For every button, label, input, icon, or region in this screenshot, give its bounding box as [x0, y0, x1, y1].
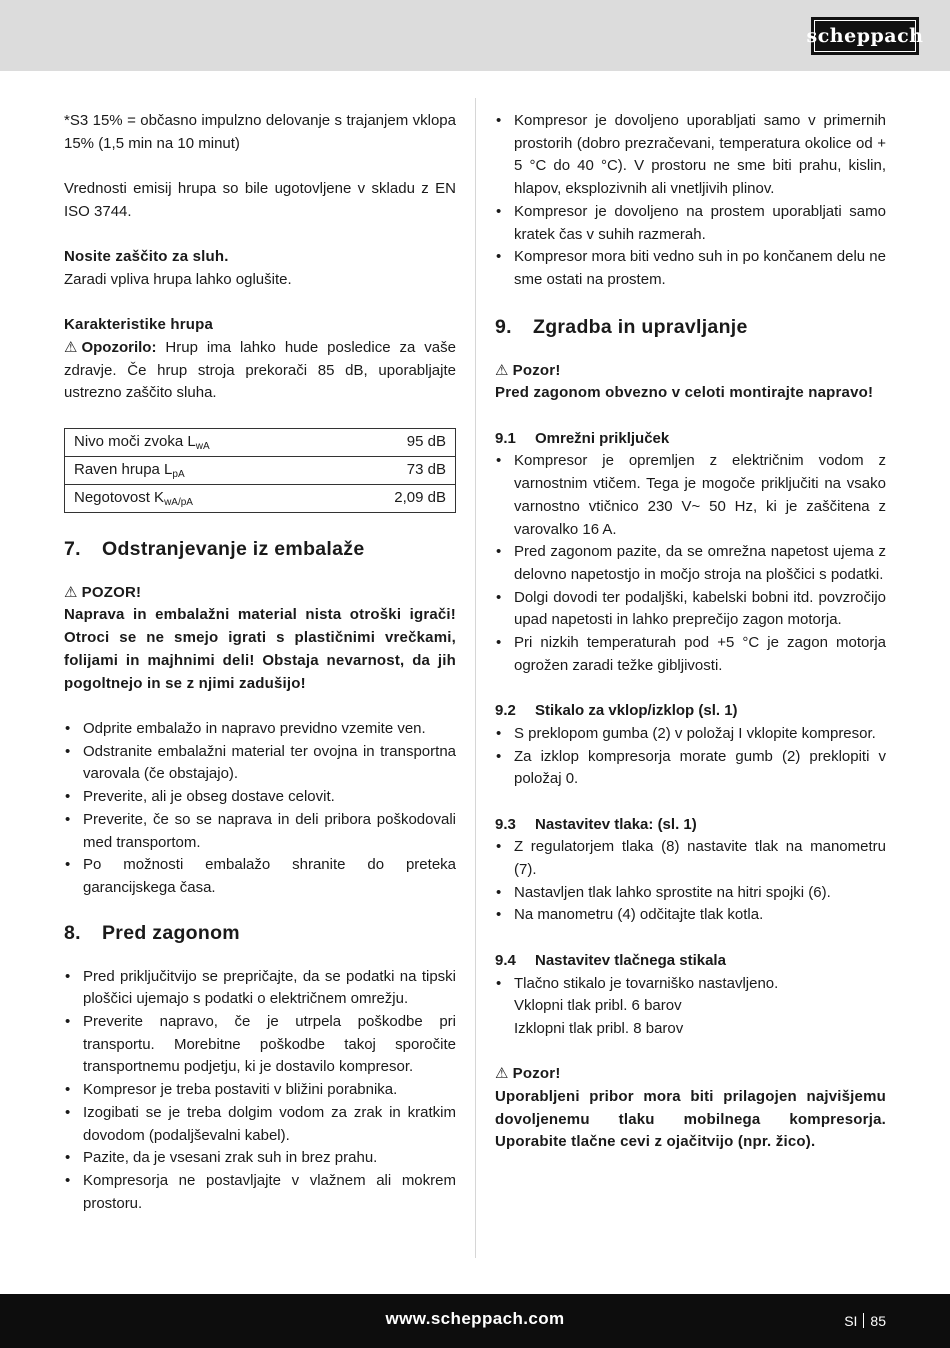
subsection-9-1-heading: 9.1 Omrežni priključek: [495, 429, 670, 447]
sec7-warning-text: Naprava in embalažni material nista otroški igrači! Otroci se ne smejo igrati s plastičnimi vrečkami, folijami in majhnimi deli! Obstaja nevarnost, da jih pogoltnejo in se z njimi zadušijo!: [64, 606, 456, 692]
list-item: • Nastavljen tlak lahko sprostite na hitri spojki (6).: [495, 882, 886, 905]
noise-row-label: Raven hrupa L: [74, 460, 173, 478]
hearing-title: Nosite zaščito za sluh.: [64, 248, 229, 266]
final-warning-text: Uporabljeni pribor mora biti prilagojen najvišjemu dovoljenemu tlaku mobilnega kompresorja. Uporabite tlačne cevi z ojačitvijo (npr. žico).: [495, 1088, 886, 1151]
list-item: • Kompresor je dovoljeno na prostem uporabljati samo kratek čas v suhih razmerah.: [495, 201, 886, 246]
warning-triangle-icon: ⚠: [64, 583, 78, 601]
noise-row-value: 2,09 dB: [333, 484, 455, 512]
noise-table: [64, 428, 456, 513]
noise-title: Karakteristike hrupa: [64, 316, 214, 334]
noise-warning-label: Opozorilo:: [81, 338, 157, 356]
list-item: • Preverite, če so se naprava in deli pribora poškodovali med transportom.: [64, 809, 456, 854]
footer-url[interactable]: www.scheppach.com: [385, 1309, 565, 1328]
s91-list: [495, 450, 886, 677]
s94-pressure-values: [495, 995, 886, 1040]
left-column: [64, 110, 456, 1215]
list-item: • Kompresorja ne postavljajte v vlažnem ali mokrem prostoru.: [64, 1170, 456, 1215]
hearing-text: Zaradi vpliva hrupa lahko oglušite.: [64, 270, 292, 288]
list-item: • Kompresor je opremljen z električnim vodom z varnostnim vtičem. Tega je mogoče priključiti na vsako varnostno vtičnico 230 V~ 50 Hz, ki je zaščitena z varovalko 16 A.: [495, 450, 886, 541]
usage-list: [495, 110, 886, 292]
list-item: • Preverite, ali je obseg dostave celovit.: [64, 786, 456, 809]
noise-row-label: Nivo moči zvoka L: [74, 432, 196, 450]
noise-warning: [64, 337, 456, 405]
scheppach-logo: scheppach: [811, 17, 919, 55]
list-item: • Po možnosti embalažo shranite do preteka garancijskega časa.: [64, 854, 456, 899]
sec9-warning-text: Pred zagonom obvezno v celoti montirajte napravo!: [495, 384, 874, 402]
list-item: • Odstranite embalažni material ter ovojna in transportna varovala (če obstajajo).: [64, 741, 456, 786]
s92-list: [495, 723, 886, 791]
emission-note: Vrednosti emisij hrupa so bile ugotovljene v skladu z EN ISO 3744.: [64, 180, 456, 220]
list-item: • Preverite napravo, če je utrpela poškodbe pri transportu. Morebitne poškodbe takoj sporočite transportnemu podjetju, ki je dostavilo kompresor.: [64, 1011, 456, 1079]
page-indicator: [844, 1310, 886, 1333]
list-item: • Na manometru (4) odčitajte tlak kotla.: [495, 904, 886, 927]
sec8-list: [64, 966, 456, 1216]
list-item: • Pred priključitvijo se prepričajte, da se podatki na tipski ploščici ujemajo s podatki o električnem omrežju.: [64, 966, 456, 1011]
warning-triangle-icon: ⚠: [495, 1065, 509, 1083]
table-row: [65, 428, 456, 456]
list-item: • Pred zagonom pazite, da se omrežna napetost ujema z delovno napetostjo in močjo stroja na ploščici s podatki.: [495, 541, 886, 586]
noise-row-sub: wA/pA: [164, 496, 193, 508]
page-separator: [863, 1313, 864, 1328]
subsection-9-3-heading: 9.3 Nastavitev tlaka: (sl. 1): [495, 815, 697, 833]
noise-row-sub: wA: [195, 440, 210, 452]
s3-note: *S3 15% = občasno impulzno delovanje s trajanjem vklopa 15% (1,5 min na 10 minut): [64, 112, 456, 152]
list-item: • Kompresor mora biti vedno suh in po končanem delu ne sme ostati na prostem.: [495, 246, 886, 291]
switch-off-pressure: Izklopni tlak pribl. 8 barov: [514, 1019, 684, 1037]
noise-row-value: 73 dB: [333, 456, 455, 484]
list-item: • Pri nizkih temperaturah pod +5 °C je zagon motorja ogrožen zaradi težke gibljivosti.: [495, 632, 886, 677]
list-item: • Kompresor je treba postaviti v bližini porabnika.: [64, 1079, 456, 1102]
sec7-warning-label: ⚠ POZOR!: [64, 582, 456, 605]
list-item: • Z regulatorjem tlaka (8) nastavite tlak na manometru (7).: [495, 836, 886, 881]
final-warning-label: ⚠ Pozor!: [495, 1063, 886, 1086]
section-7-heading: 7. Odstranjevanje iz embalaže: [64, 537, 365, 560]
section-8-heading: 8. Pred zagonom: [64, 921, 240, 944]
right-column: [495, 110, 886, 1154]
warning-triangle-icon: ⚠: [64, 338, 78, 356]
noise-row-sub: pA: [172, 468, 185, 480]
subsection-9-4-heading: 9.4 Nastavitev tlačnega stikala: [495, 951, 726, 969]
page-number: 85: [870, 1313, 886, 1329]
list-item: • Izogibati se je treba dolgim vodom za zrak in kratkim dovodom (podaljševalni kabel).: [64, 1102, 456, 1147]
sec7-list: [64, 718, 456, 900]
list-item: • Kompresor je dovoljeno uporabljati samo v primernih prostorih (dobro prezračevani, temperatura okolice od + 5 °C do 40 °C). V prostoru ne sme biti prahu, kislin, hlapov, eksplozivnih ali vnetljivih plinov.: [495, 110, 886, 201]
list-item: • Tlačno stikalo je tovarniško nastavljeno.: [495, 973, 886, 996]
list-item: • Dolgi dovodi ter podaljški, kabelski bobni itd. povzročijo upad napetosti in lahko preprečijo zagon motorja.: [495, 587, 886, 632]
column-divider: [475, 98, 476, 1258]
list-item: • Pazite, da je vsesani zrak suh in brez prahu.: [64, 1147, 456, 1170]
s93-list: [495, 836, 886, 927]
section-9-heading: 9. Zgradba in upravljanje: [495, 315, 748, 338]
subsection-9-2-heading: 9.2 Stikalo za vklop/izklop (sl. 1): [495, 702, 738, 720]
footer-bar: [0, 1294, 950, 1348]
language-code: SI: [844, 1313, 858, 1329]
table-row: [65, 484, 456, 512]
table-row: [65, 456, 456, 484]
noise-row-label: Negotovost K: [74, 488, 165, 506]
warning-triangle-icon: ⚠: [495, 361, 509, 379]
noise-row-value: 95 dB: [333, 428, 455, 456]
s94-list: [495, 973, 886, 996]
list-item: • Odprite embalažo in napravo previdno vzemite ven.: [64, 718, 456, 741]
sec9-warning-label: ⚠ Pozor!: [495, 360, 886, 383]
noise-warning-text: Hrup ima lahko hude posledice za vaše zdravje. Če hrup stroja prekorači 85 dB, uporabljajte ustrezno zaščito sluha.: [64, 338, 456, 402]
list-item: • S preklopom gumba (2) v položaj I vklopite kompresor.: [495, 723, 886, 746]
list-item: • Za izklop kompresorja morate gumb (2) preklopiti v položaj 0.: [495, 746, 886, 791]
switch-on-pressure: Vklopni tlak pribl. 6 barov: [514, 997, 682, 1015]
